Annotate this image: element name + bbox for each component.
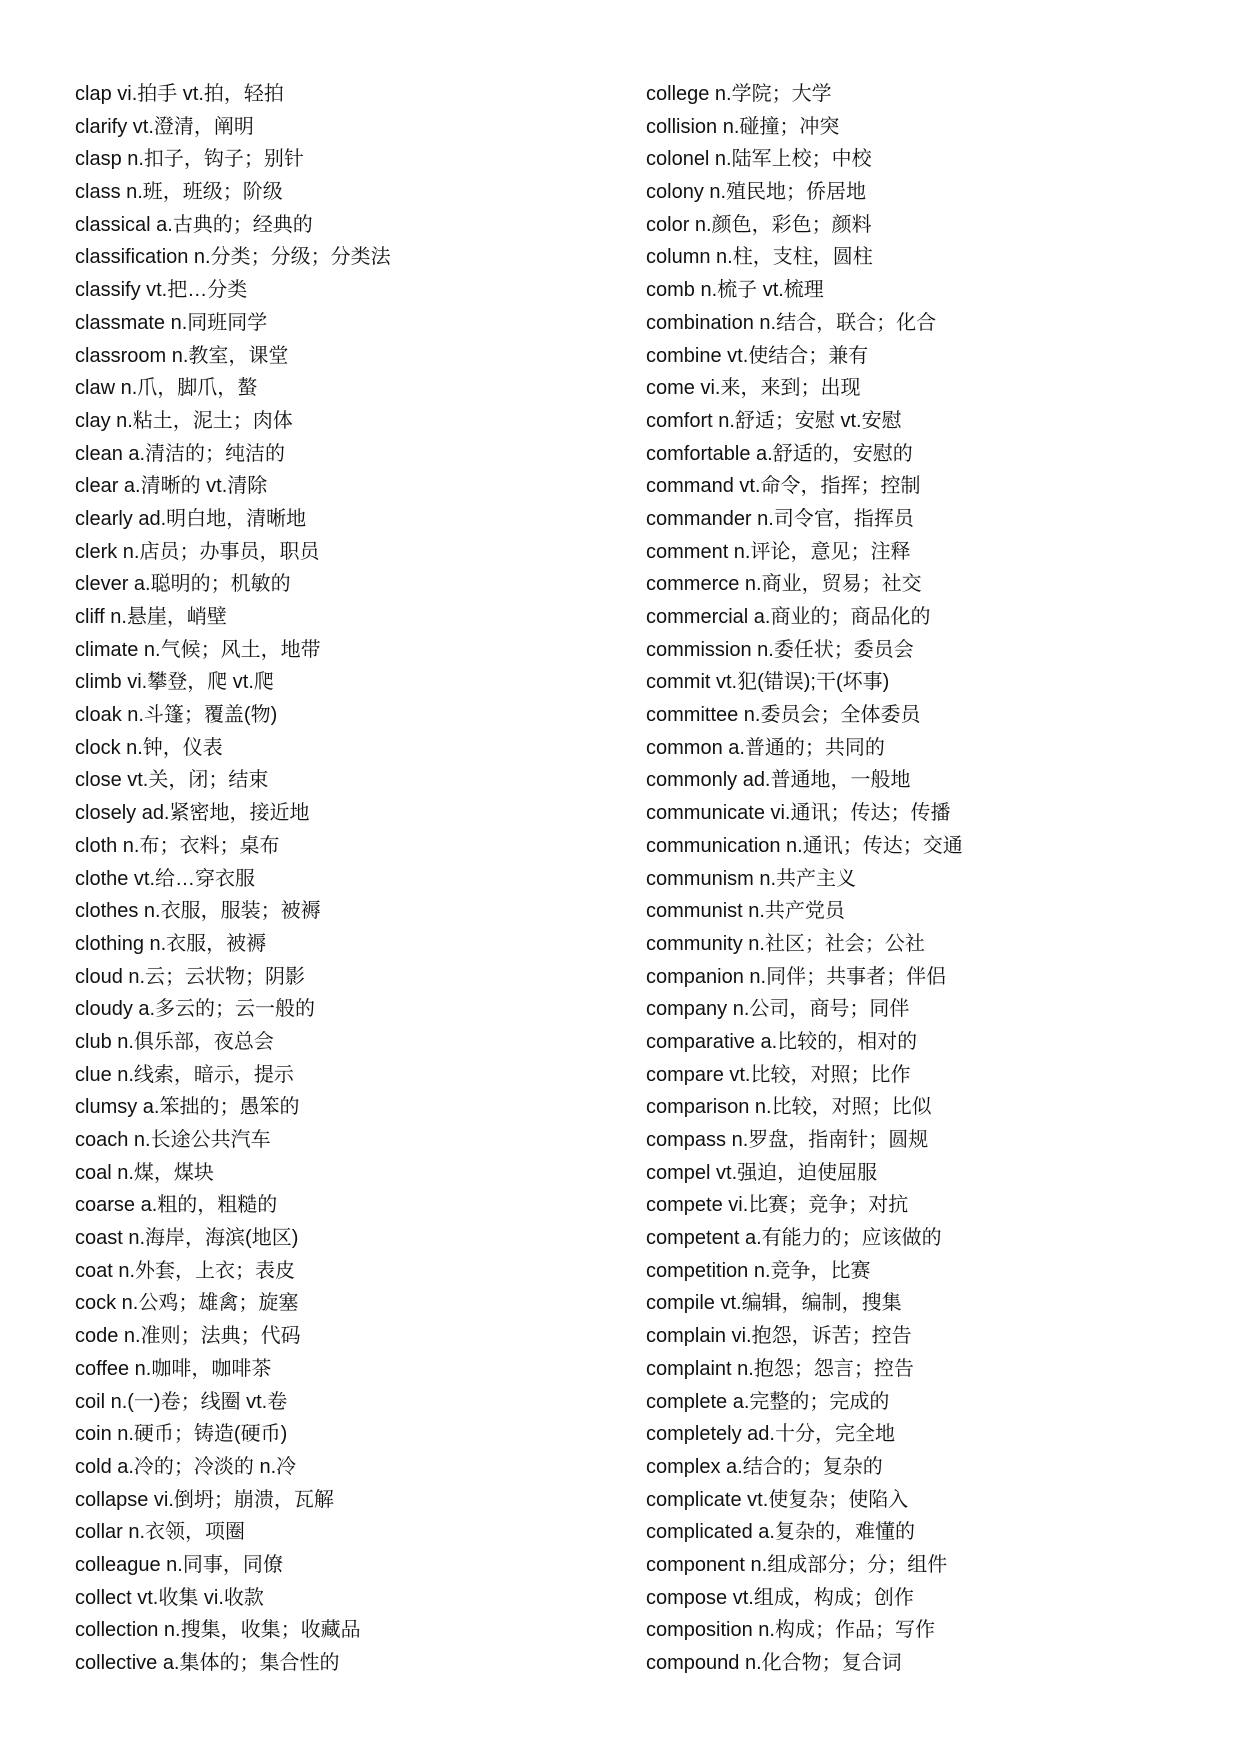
vocabulary-entry: clock n.钟，仪表: [75, 736, 223, 759]
vocabulary-entry: compel vt.强迫，迫使屈服: [646, 1161, 878, 1184]
vocabulary-entry: clever a.聪明的；机敏的: [75, 573, 291, 596]
vocabulary-entry: cock n.公鸡；雄禽；旋塞: [75, 1292, 299, 1315]
vocabulary-entry: companion n.同伴；共事者；伴侣: [646, 965, 947, 988]
vocabulary-entry: colonel n.陆军上校；中校: [646, 148, 872, 171]
vocabulary-entry: closely ad.紧密地，接近地: [75, 802, 310, 825]
vocabulary-entry: coin n.硬币；铸造(硬币): [75, 1423, 288, 1446]
vocabulary-entry: compose vt.组成，构成；创作: [646, 1586, 914, 1609]
vocabulary-entry: collection n.搜集，收集；收藏品: [75, 1619, 361, 1642]
vocabulary-entry: close vt.关，闭；结束: [75, 769, 269, 792]
vocabulary-entry: cloth n.布；衣料；桌布: [75, 834, 280, 857]
vocabulary-entry: competition n.竞争，比赛: [646, 1259, 871, 1282]
vocabulary-entry: coach n.长途公共汽车: [75, 1129, 271, 1151]
vocabulary-entry: comparative a.比较的，相对的: [646, 1030, 918, 1053]
vocabulary-entry: clumsy a.笨拙的；愚笨的: [75, 1096, 300, 1119]
vocabulary-entry: classification n.分类；分级；分类法: [75, 246, 391, 269]
vocabulary-entry: collar n.衣领，项圈: [75, 1521, 246, 1544]
vocabulary-entry: communist n.共产党员: [646, 900, 845, 923]
vocabulary-entry: competent a.有能力的；应该做的: [646, 1227, 942, 1250]
vocabulary-entry: community n.社区；社会；公社: [646, 932, 925, 955]
vocabulary-entry: commission n.委任状；委员会: [646, 638, 914, 661]
vocabulary-entry: classify vt.把…分类: [75, 279, 248, 302]
vocabulary-entry: cliff n.悬崖，峭壁: [75, 606, 227, 628]
vocabulary-entry: clothe vt.给…穿衣服: [75, 867, 256, 890]
vocabulary-entry: club n.俱乐部，夜总会: [75, 1030, 274, 1053]
vocabulary-entry: claw n.爪，脚爪，螯: [75, 377, 258, 400]
vocabulary-entry: coil n.(一)卷；线圈 vt.卷: [75, 1390, 288, 1413]
vocabulary-entry: complaint n.抱怨；怨言；控告: [646, 1357, 914, 1380]
vocabulary-entry: clear a.清晰的 vt.清除: [75, 475, 268, 498]
vocabulary-entry: commit vt.犯(错误);干(坏事): [646, 671, 890, 694]
vocabulary-entry: communicate vi.通讯；传达；传播: [646, 802, 951, 825]
vocabulary-entry: complete a.完整的；完成的: [646, 1390, 890, 1413]
vocabulary-entry: complicated a.复杂的，难懂的: [646, 1521, 915, 1544]
vocabulary-entry: colleague n.同事，同僚: [75, 1553, 283, 1576]
vocabulary-entry: clay n.粘土，泥土；肉体: [75, 409, 293, 432]
vocabulary-entry: compass n.罗盘，指南针；圆规: [646, 1129, 929, 1151]
vocabulary-entry: classical a.古典的；经典的: [75, 213, 313, 236]
vocabulary-entry: clothes n.衣服，服装；被褥: [75, 900, 321, 923]
vocabulary-entry: collect vt.收集 vi.收款: [75, 1586, 264, 1609]
vocabulary-entry: clasp n.扣子，钩子；别针: [75, 148, 304, 171]
vocabulary-entry: cloak n.斗篷；覆盖(物): [75, 704, 278, 727]
vocabulary-entry: clothing n.衣服，被褥: [75, 932, 267, 955]
vocabulary-entry: complicate vt.使复杂；使陷入: [646, 1488, 909, 1511]
vocabulary-entry: complex a.结合的；复杂的: [646, 1455, 883, 1478]
vocabulary-entry: clearly ad.明白地，清晰地: [75, 507, 307, 530]
vocabulary-entry: compare vt.比较，对照；比作: [646, 1063, 911, 1086]
vocabulary-entry: commander n.司令官，指挥员: [646, 507, 914, 530]
vocabulary-entry: commerce n.商业，贸易；社交: [646, 573, 922, 596]
vocabulary-entry: clarify vt.澄清，阐明: [75, 115, 254, 138]
vocabulary-entry: code n.准则；法典；代码: [75, 1325, 301, 1348]
vocabulary-entry: coat n.外套，上衣；表皮: [75, 1259, 296, 1282]
vocabulary-entry: clean a.清洁的；纯洁的: [75, 442, 286, 465]
vocabulary-entry: climb vi.攀登，爬 vt.爬: [75, 671, 274, 694]
vocabulary-entry: combine vt.使结合；兼有: [646, 344, 869, 367]
vocabulary-entry: committee n.委员会；全体委员: [646, 704, 921, 727]
vocabulary-entry: come vi.来，来到；出现: [646, 377, 861, 400]
vocabulary-entry: classroom n.教室，课堂: [75, 344, 289, 367]
vocabulary-entry: compound n.化合物；复合词: [646, 1652, 902, 1674]
vocabulary-entry: compete vi.比赛；竞争；对抗: [646, 1194, 909, 1217]
vocabulary-entry: command vt.命令，指挥；控制: [646, 475, 921, 498]
vocabulary-entry: collapse vi.倒坍；崩溃，瓦解: [75, 1488, 334, 1511]
vocabulary-entry: cold a.冷的；冷淡的 n.冷: [75, 1455, 297, 1478]
vocabulary-entry: column n.柱，支柱，圆柱: [646, 246, 873, 269]
vocabulary-entry: coast n.海岸，海滨(地区): [75, 1227, 299, 1250]
vocabulary-entry: component n.组成部分；分；组件: [646, 1553, 948, 1576]
vocabulary-entry: class n.班，班级；阶级: [75, 181, 283, 204]
vocabulary-entry: collective a.集体的；集合性的: [75, 1652, 340, 1674]
vocabulary-entry: clap vi.拍手 vt.拍，轻拍: [75, 83, 284, 105]
vocabulary-entry: communism n.共产主义: [646, 867, 857, 890]
vocabulary-entry: communication n.通讯；传达；交通: [646, 834, 963, 857]
vocabulary-entry: comfort n.舒适；安慰 vt.安慰: [646, 409, 902, 432]
vocabulary-entry: composition n.构成；作品；写作: [646, 1619, 935, 1642]
vocabulary-entry: coarse a.粗的，粗糙的: [75, 1194, 278, 1217]
vocabulary-entry: cloudy a.多云的；云一般的: [75, 998, 316, 1021]
vocabulary-entry: combination n.结合，联合；化合: [646, 311, 937, 334]
vocabulary-entry: collision n.碰撞；冲突: [646, 115, 840, 138]
vocabulary-entry: colony n.殖民地；侨居地: [646, 181, 867, 204]
vocabulary-entry: comparison n.比较，对照；比似: [646, 1096, 932, 1119]
vocabulary-entry: comb n.梳子 vt.梳理: [646, 279, 824, 302]
vocabulary-entry: company n.公司，商号；同伴: [646, 998, 910, 1021]
vocabulary-entry: common a.普通的；共同的: [646, 736, 885, 759]
vocabulary-entry: climate n.气候；风土，地带: [75, 638, 321, 661]
vocabulary-entry: clerk n.店员；办事员，职员: [75, 540, 320, 563]
vocabulary-entry: color n.颜色，彩色；颜料: [646, 213, 872, 236]
vocabulary-entry: coal n.煤，煤块: [75, 1161, 214, 1184]
vocabulary-entry: completely ad.十分，完全地: [646, 1423, 895, 1446]
vocabulary-entry: classmate n.同班同学: [75, 311, 268, 334]
vocabulary-entry: compile vt.编辑，编制，搜集: [646, 1292, 902, 1315]
vocabulary-entry: clue n.线索，暗示，提示: [75, 1063, 294, 1086]
vocabulary-entry: commercial a.商业的；商品化的: [646, 606, 931, 628]
vocabulary-entry: comment n.评论，意见；注释: [646, 540, 911, 563]
left-vocabulary-column: [75, 78, 615, 1680]
right-vocabulary-column: [646, 78, 1206, 1680]
vocabulary-entry: complain vi.抱怨，诉苦；控告: [646, 1325, 912, 1348]
vocabulary-entry: coffee n.咖啡，咖啡茶: [75, 1357, 272, 1380]
vocabulary-entry: commonly ad.普通地，一般地: [646, 769, 911, 792]
vocabulary-entry: college n.学院；大学: [646, 83, 832, 105]
vocabulary-entry: cloud n.云；云状物；阴影: [75, 965, 306, 988]
vocabulary-entry: comfortable a.舒适的，安慰的: [646, 442, 913, 465]
